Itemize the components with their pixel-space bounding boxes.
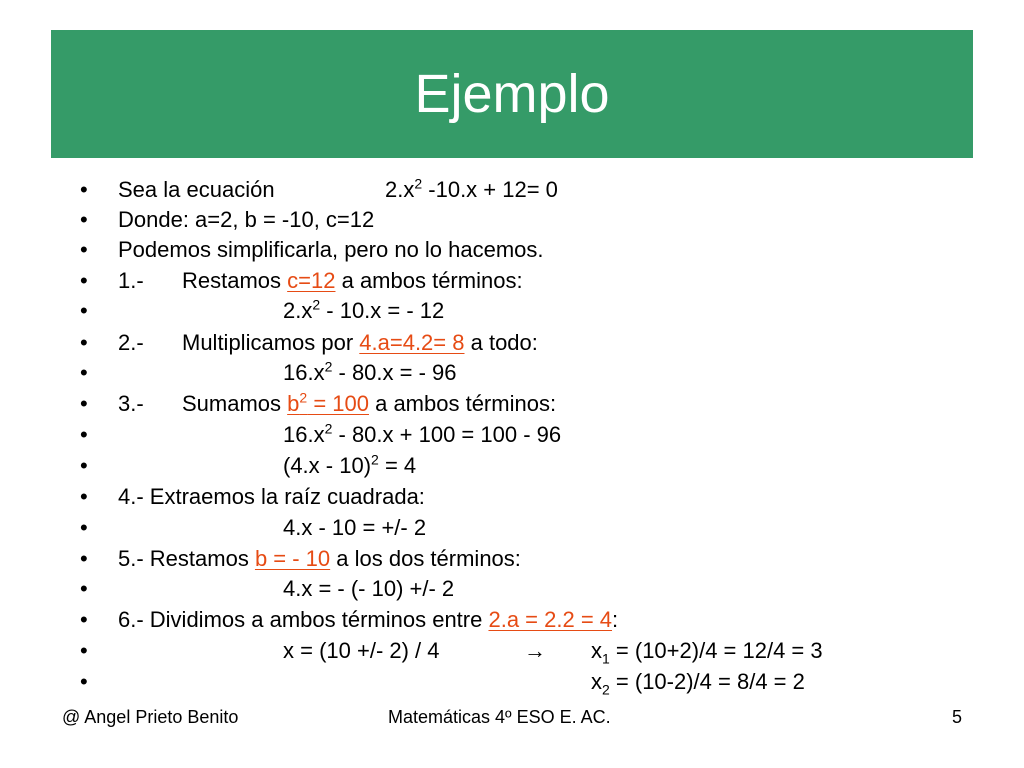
equation-label: Sea la ecuación: [118, 177, 275, 202]
bullet-icon: •: [80, 298, 88, 323]
bullet-line: [0, 175, 1024, 205]
bullet-icon: •: [80, 237, 88, 262]
highlight-term: $b^2 = 100$: [287, 389, 369, 416]
bullet-line: [0, 420, 1024, 450]
bullet-icon: •: [80, 515, 88, 540]
bullet-line: [0, 605, 1024, 635]
equation: (4.x - 10)$^2$ = 4: [283, 451, 417, 478]
coefficients-text: Donde: a=2, b = -10, c=12: [118, 207, 375, 232]
step-text: Sumamos $b^2 = 100$ a ambos términos:: [182, 389, 557, 416]
solution-x2: $x_2 = (10-2)/4 = 8/4 = 2$: [591, 669, 805, 698]
bullet-line: [0, 296, 1024, 326]
highlight-term: c=12: [287, 268, 336, 293]
equation: 4.x - 10 = +/- 2: [283, 515, 427, 540]
bullet-line: [0, 235, 1024, 265]
note-text: Podemos simplificarla, pero no lo hacemos.: [118, 237, 544, 262]
equation: $16.x^2 - 80.x$ = - 96: [283, 358, 457, 385]
highlight-term: 2.a = 2.2 = 4: [488, 607, 613, 632]
bullet-icon: •: [80, 669, 88, 694]
bullet-line: [0, 667, 1024, 697]
slide-title: Ejemplo: [414, 64, 610, 124]
bullet-icon: •: [80, 268, 88, 293]
bullet-line: [0, 451, 1024, 481]
bullet-line: [0, 574, 1024, 604]
bullet-icon: •: [80, 422, 88, 447]
bullet-icon: •: [80, 360, 88, 385]
step-number: 3.-: [118, 391, 144, 416]
equation: $16.x^2 - 80.x + 100 = 100 - 96$: [283, 420, 562, 447]
bullet-icon: •: [80, 453, 88, 478]
bullet-icon: •: [80, 330, 88, 355]
step-number: 1.-: [118, 268, 144, 293]
step-text: 4.- Extraemos la raíz cuadrada:: [118, 484, 425, 509]
arrow-right-icon: →: [524, 638, 546, 663]
footer-author: @ Angel Prieto Benito: [62, 707, 239, 727]
solution-x1: $x_1 = (10+2)/4 = 12/4 = 3$: [591, 638, 823, 667]
bullet-line: [0, 389, 1024, 419]
bullet-line: [0, 328, 1024, 358]
bullet-line: [0, 513, 1024, 543]
bullet-icon: •: [80, 576, 88, 601]
bullet-icon: •: [80, 484, 88, 509]
bullet-icon: •: [80, 207, 88, 232]
footer-page-number: 5: [952, 707, 963, 727]
bullet-line: [0, 636, 1024, 666]
step-text: 5.- Restamos b = - 10 a los dos términos:: [118, 546, 521, 571]
bullet-line: [0, 482, 1024, 512]
highlight-term: b = - 10: [254, 546, 331, 571]
step-text: Multiplicamos por 4.a=4.2= 8 a todo:: [182, 330, 538, 355]
equation: x = (10 +/- 2) / 4: [283, 638, 440, 663]
highlight-term: 4.a=4.2= 8: [359, 330, 465, 355]
equation: $2.x^2 - 10.x$ = - 12: [283, 296, 445, 323]
bullet-icon: •: [80, 177, 88, 202]
step-text: 6.- Dividimos a ambos términos entre 2.a = 2.2 = 4:: [118, 607, 619, 632]
bullet-icon: •: [80, 638, 88, 663]
bullet-icon: •: [80, 607, 88, 632]
equation: 4.x = - (- 10) +/- 2: [283, 576, 455, 601]
step-number: 2.-: [118, 330, 144, 355]
bullet-line: [0, 544, 1024, 574]
bullet-icon: •: [80, 546, 88, 571]
bullet-line: [0, 205, 1024, 235]
step-text: Restamos c=12 a ambos términos:: [182, 268, 523, 293]
equation: $2.x^2$ -10.x + 12= 0: [385, 175, 558, 202]
footer-course: Matemáticas 4º ESO E. AC.: [388, 707, 611, 727]
bullet-line: [0, 358, 1024, 388]
bullet-icon: •: [80, 391, 88, 416]
bullet-line: [0, 266, 1024, 296]
